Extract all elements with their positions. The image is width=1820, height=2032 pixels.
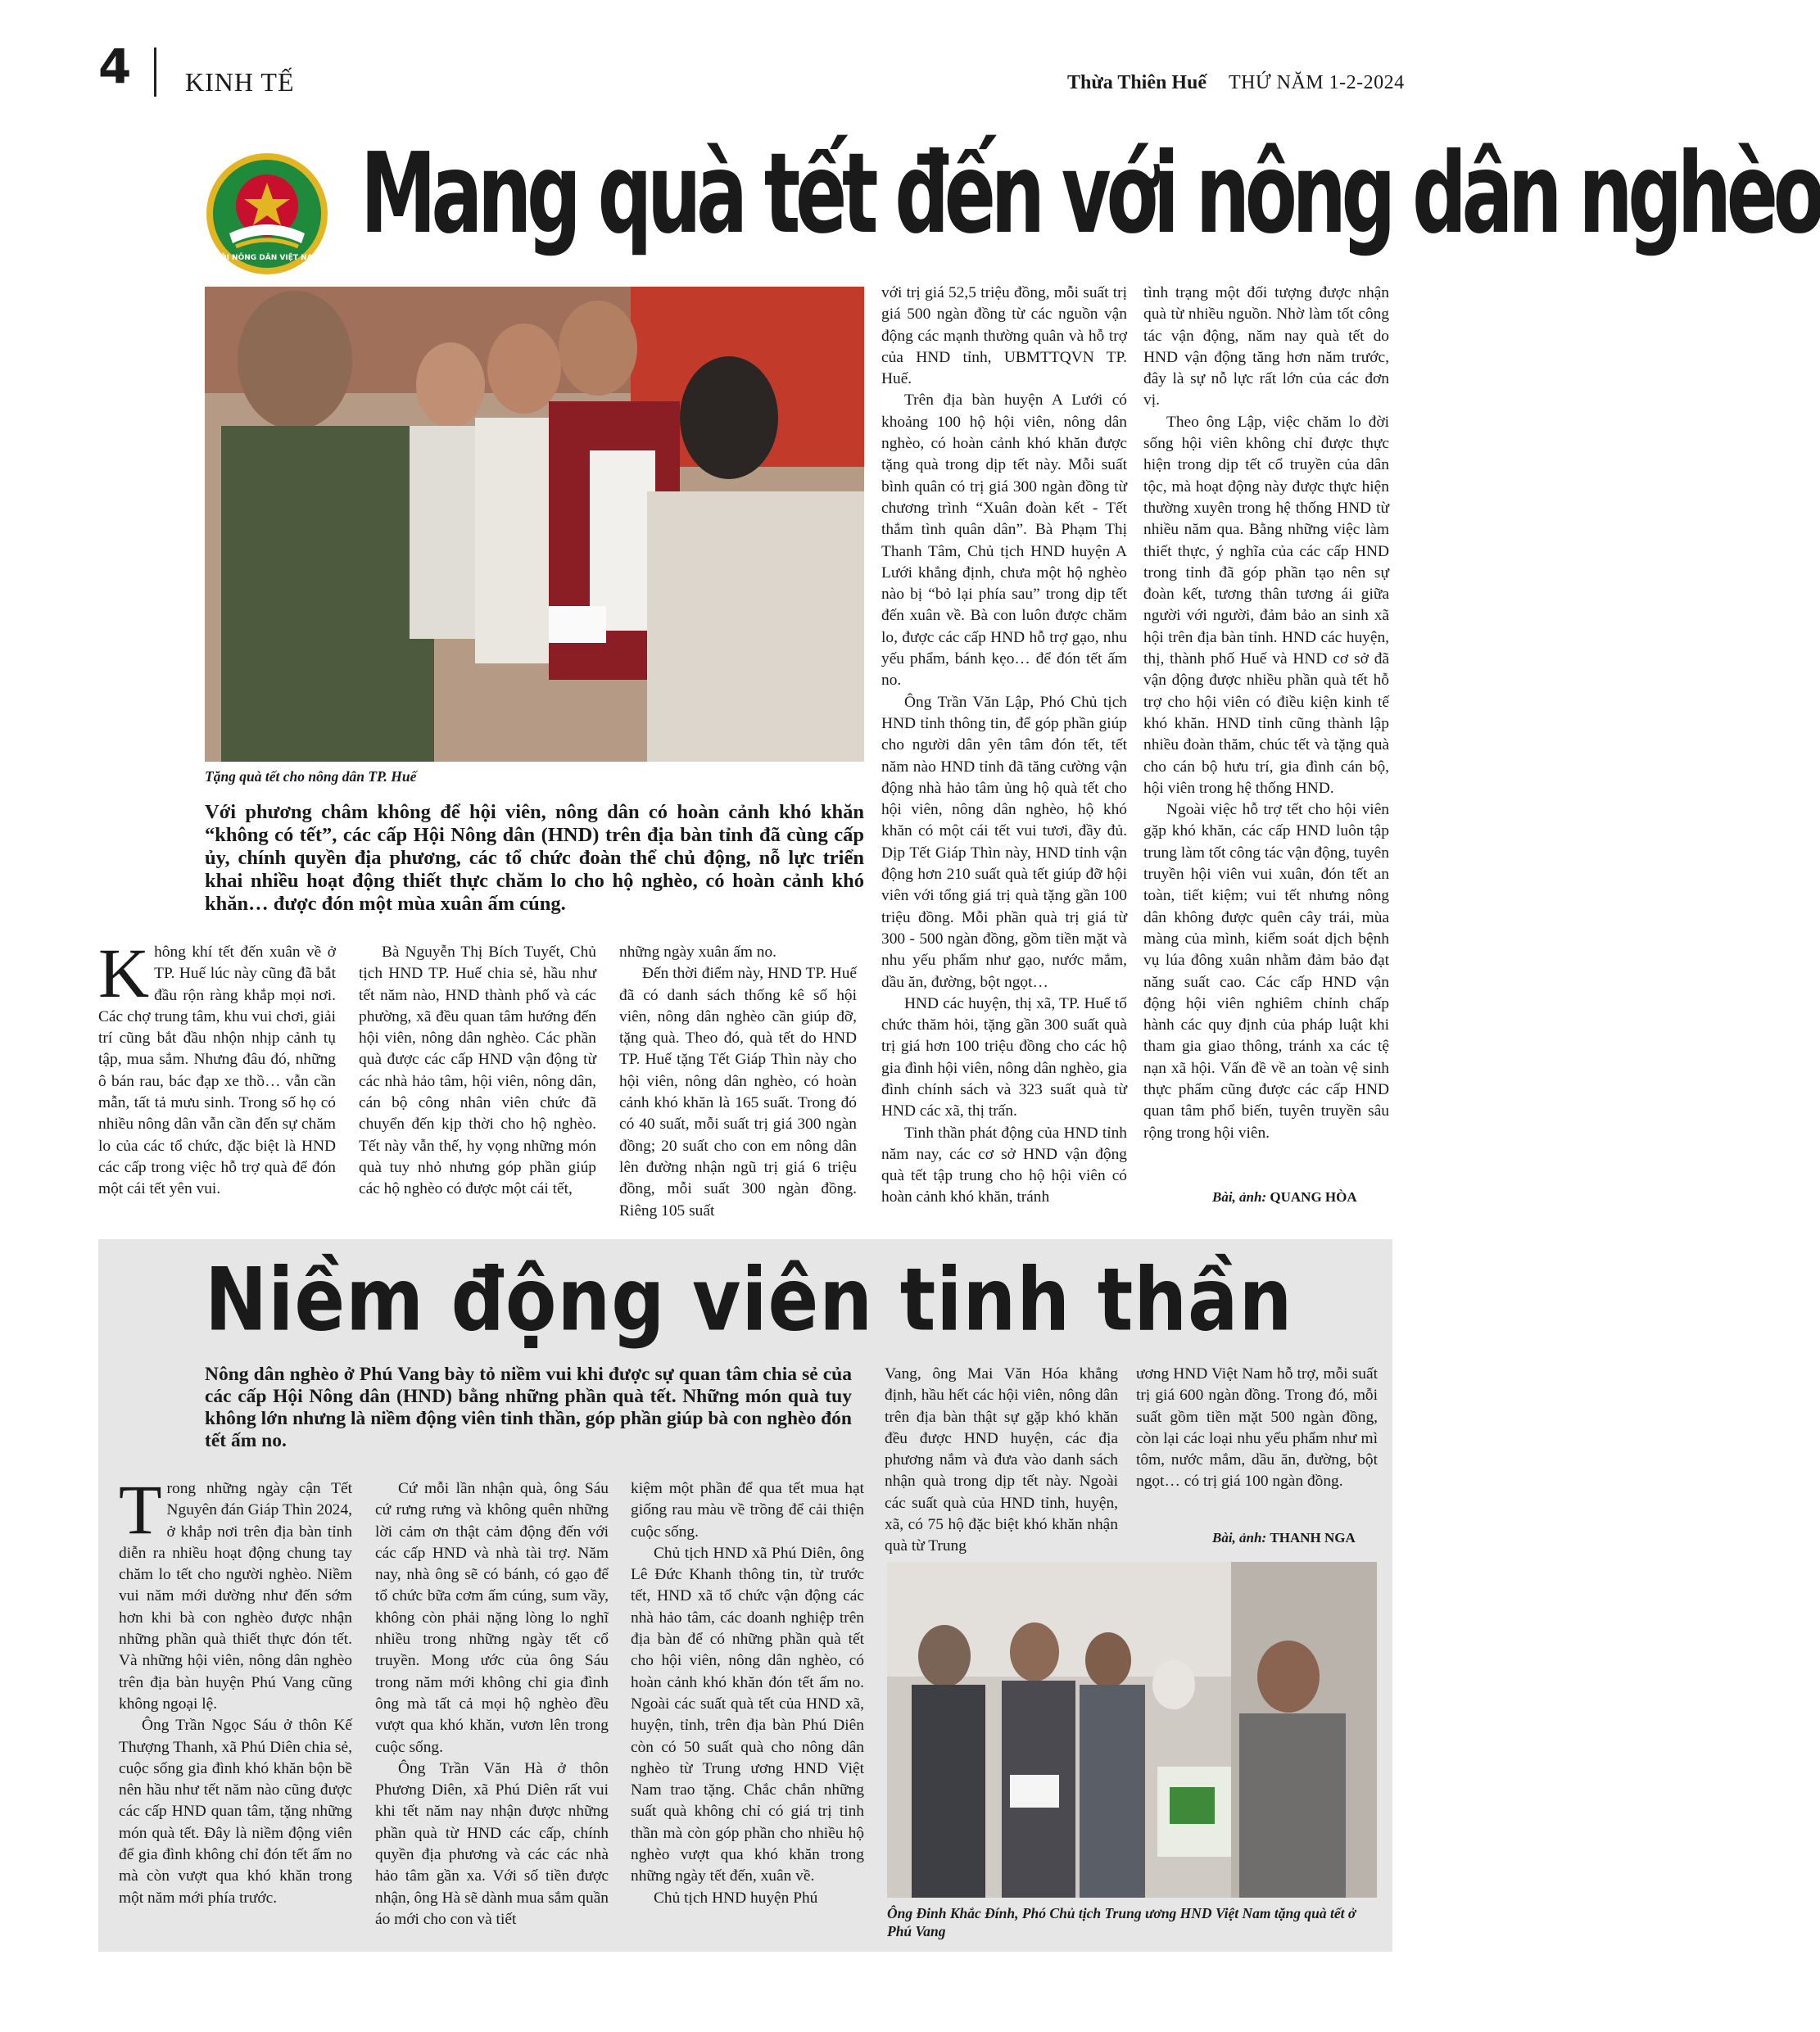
article2-col3b-text: Chủ tịch HND xã Phú Diên, ông Lê Đức Khanh thông tin, từ trước tết, HND xã tổ chức vận động các nhà hảo tâm, các doanh nghiệp trên địa bàn để có những phần quà tết cho hội viên, nông dân nghèo, có hoàn cảnh khó khăn đón tết ấm no. Ngoài các suất quà tết của HND xã, huyện, tỉnh, trên địa bàn Phú Diên còn có 50 suất quà cho nông dân nghèo từ Trung ương HND Việt Nam trao tặng. Chắc chắn những suất quà không chỉ có giá trị tinh thần mà còn góp phần cho nhiều hộ nghèo vượt qua khó khăn trong những ngày tết đến, xuân về. <box>631 1544 864 1885</box>
section-title: KINH TẾ <box>185 67 295 97</box>
article1-byline <box>1212 1189 1357 1206</box>
farmers-union-logo <box>205 152 329 276</box>
article1-col5a-text: tình trạng một đối tượng được nhận quà từ nhiều nguồn. Nhờ làm tốt công tác vận động, năm nay quà tết do HND vận động tăng hơn năm trước, đây là sự nỗ lực rất lớn của các đơn vị. <box>1143 284 1389 410</box>
article2-col2b-text: Ông Trần Văn Hà ở thôn Phương Diên, xã Phú Diên rất vui khi tết năm nay nhận được những phần quà từ HND các cấp, chính quyền địa phương và các các nhà hảo tâm gần xa. Với số tiền được nhận, ông Hà sẽ dành mua sắm quần áo mới cho con và tiết <box>375 1759 609 1928</box>
article2-headline: Niềm động viên tinh thần <box>205 1250 1293 1351</box>
article2-photo-caption: Ông Đinh Khắc Đính, Phó Chủ tịch Trung ương HND Việt Nam tặng quà tết ở Phú Vang <box>887 1905 1356 1939</box>
article1-dropcap: K <box>98 934 150 1012</box>
article2-col4-text: Vang, ông Mai Văn Hóa khẳng định, hầu hết các hội viên, nông dân trên địa bàn thật sự gặp khó khăn đều được HND huyện, các địa phương nắm và đưa vào danh sách nhận quà trong dịp tết này. Ngoài các suất quà của HND tỉnh, huyện, xã, có 75 hộ đặc biệt khó khăn nhận quà từ Trung <box>885 1365 1118 1555</box>
article1-headline: Mang quà tết đến với nông dân nghèo <box>360 128 1820 259</box>
page-number: 4 <box>98 38 132 94</box>
article2-column-5 <box>1136 1364 1378 1493</box>
article2-column-3 <box>631 1478 864 1909</box>
article1-col2-text: Bà Nguyễn Thị Bích Tuyết, Chủ tịch HND TP. Huế chia sẻ, hầu như tết năm nào, HND thành phố và các phường, xã đều quan tâm hướng đến hội viên, nông dân nghèo. Các phần quà được các cấp HND vận động từ các nhà hảo tâm, hội viên, nông dân, cán bộ công nhân viên chức đã chuyển đến kịp thời cho hộ nghèo. Tết này vẫn thế, hy vọng những món quà tuy nhỏ nhưng góp phần giúp các hộ nghèo có được một cái tết, <box>359 944 596 1198</box>
article1-byline-label: Bài, ảnh: <box>1212 1189 1267 1205</box>
header-divider <box>154 48 156 97</box>
article1-column-5 <box>1143 283 1389 1144</box>
article2-column-1 <box>119 1470 352 1909</box>
article2-lead: Nông dân nghèo ở Phú Vang bày tỏ niềm vui khi được sự quan tâm chia sẻ của các cấp Hội Nông dân (HND) bằng những phần quà tết. Những món quà tuy không lớn nhưng là niềm động viên tinh thần, góp phần giúp bà con nghèo đón tết ấm no. <box>205 1364 852 1451</box>
article1-col4e-text: Tinh thần phát động của HND tỉnh năm nay, các cơ sở HND vận động quà tết tập trung cho hộ hội viên có hoàn cảnh khó khăn, tránh <box>881 1124 1127 1206</box>
article2-dropcap: T <box>119 1470 162 1549</box>
article1-col4b-text: Trên địa bàn huyện A Lưới có khoảng 100 hộ hội viên, nông dân nghèo, có hoàn cảnh khó khăn được tặng quà trong dịp tết này. Mỗi suất bình quân có trị giá 300 ngàn đồng từ chương trình “Xuân đoàn kết - Tết thắm tình quân dân”. Bà Phạm Thị Thanh Tâm, Chủ tịch HND huyện A Lưới khẳng định, chưa một hộ nghèo nào bị “bỏ lại phía sau” trong dịp tết đến xuân về. Bà con luôn được chăm lo, được các cấp HND hỗ trợ gạo, nhu yếu phẩm, bánh kẹo… để đón tết ấm no. <box>881 391 1127 690</box>
newspaper-name: Thừa Thiên Huế <box>1067 72 1207 93</box>
article2-col3c-text: Chủ tịch HND huyện Phú <box>654 1889 818 1907</box>
article1-byline-name: QUANG HÒA <box>1270 1189 1357 1205</box>
article1-col4a-text: với trị giá 52,5 triệu đồng, mỗi suất trị giá 500 ngàn đồng từ các nguồn vận động các mạnh thường quân và hỗ trợ của HND tỉnh, UBMTTQVN TP. Huế. <box>881 284 1127 388</box>
article1-column-1 <box>98 934 336 1201</box>
article1-column-4 <box>881 283 1127 1209</box>
photo2-illustration <box>887 1562 1377 1898</box>
article1-col4c-text: Ông Trần Văn Lập, Phó Chủ tịch HND tỉnh thông tin, để góp phần giúp cho người dân yên tâm đón tết, tết năm nào HND tỉnh đã tăng cường vận động nhà hảo tâm ủng hộ quà tết cho hội viên, nông dân nghèo, hộ khó khăn có một cái tết vui tươi, đầy đủ. Dịp Tết Giáp Thìn này, HND tỉnh vận động hơn 210 suất quà tết giúp đỡ hội viên với tổng giá trị quà tặng gần 100 triệu đồng. Mỗi phần quà trị giá từ 300 - 500 ngàn đồng, gồm tiền mặt và nhu yếu phẩm như gạo, nước mắm, dầu ăn, đường, bột ngọt… <box>881 693 1127 991</box>
article2-col1b-text: Ông Trần Ngọc Sáu ở thôn Kế Thượng Thanh, xã Phú Diên chia sẻ, cuộc sống gia đình khó khăn bộn bề nên hầu như tết năm nào cũng được các cấp HND quan tâm, tặng những món quà tết. Đây là niềm động viên để gia đình không chỉ đón tết ấm no mà còn vượt qua khó khăn trong một năm mới phía trước. <box>119 1717 352 1907</box>
article2-column-2 <box>375 1478 609 1930</box>
article2-col3a-text: kiệm một phần để qua tết mua hạt giống rau màu về trồng để cải thiện cuộc sống. <box>631 1480 864 1541</box>
article2-byline-name: THANH NGA <box>1270 1530 1356 1545</box>
article1-col3b-text: Đến thời điểm này, HND TP. Huế đã có danh sách thống kê số hội viên, nông dân nghèo cần giúp đỡ, tặng quà. Theo đó, quà tết do HND TP. Huế tặng Tết Giáp Thìn này cho hội viên, nông dân nghèo, có hoàn cảnh khó khăn là 165 suất. Trong đó có 40 suất, mỗi suất trị giá 300 ngàn đồng; 20 suất cho con em nông dân lên đường nhận ngũ trị giá 6 triệu đồng, mỗi suất 300 ngàn đồng. Riêng 105 suất <box>619 965 857 1220</box>
article2-column-4 <box>885 1364 1118 1558</box>
photo1-illustration <box>205 287 864 762</box>
article1-column-2 <box>359 942 596 1201</box>
issue-date: THỨ NĂM 1-2-2024 <box>1229 72 1405 93</box>
article2-col2a-text: Cứ mỗi lần nhận quà, ông Sáu cứ rưng rưng và không quên những lời cảm ơn thật cảm động đến với các cấp HND và nhà tài trợ. Năm nay, nhà ông sẽ có bánh, có gạo để tổ chức bữa cơm ấm cúng, sum vầy, không còn phải nặng lòng lo nghĩ nhiều trong những ngày tết cổ truyền. Mong ước của ông Sáu trong năm mới không chỉ gia đình ông mà tất cả mọi hộ nghèo đều vượt qua khó khăn, vươn lên trong cuộc sống. <box>375 1480 609 1756</box>
article2-byline-label: Bài, ảnh: <box>1212 1530 1267 1545</box>
logo-text: HỘI NÔNG DÂN VIỆT NAM <box>214 254 320 262</box>
article2-col5-text: ương HND Việt Nam hỗ trợ, mỗi suất trị giá 600 ngàn đồng. Trong đó, mỗi suất gồm tiền mặt 500 ngàn đồng, còn lại các loại nhu yếu phẩm như mì tôm, nước mắm, dầu ăn, đường, bột ngọt… có trị giá 100 ngàn đồng. <box>1136 1365 1378 1491</box>
article1-col5c-text: Ngoài việc hỗ trợ tết cho hội viên gặp khó khăn, các cấp HND luôn tập trung làm tốt công tác vận động, tuyên truyền hội viên vui xuân, đón tết an toàn, tiết kiệm; vui tết nhưng nông dân không được quên cây trái, mùa màng của mình, kiểm soát dịch bệnh vụ lúa đông xuân nhằm đảm bảo đạt năng suất cao. Các cấp HND vận động hội viên nghiêm chỉnh chấp hành các quy định của pháp luật khi tham gia giao thông, tránh xa các tệ nạn xã hội. Vấn đề về an toàn vệ sinh thực phẩm cũng được các cấp HND quan tâm phổ biến, tuyên truyền sâu rộng trong hội viên. <box>1143 801 1389 1142</box>
article1-col3a-text: những ngày xuân ấm no. <box>619 944 776 961</box>
article1-photo <box>205 287 864 762</box>
article2-byline <box>1212 1530 1356 1546</box>
article1-col4d-text: HND các huyện, thị xã, TP. Huế tổ chức thăm hỏi, tặng gần 300 suất quà trị giá hơn 100 triệu đồng cho các hộ gia đình hội viên, nông dân nghèo, gia đình chính sách và 323 suất quà từ HND các xã, thị trấn. <box>881 994 1127 1120</box>
article1-col1-text: hông khí tết đến xuân về ở TP. Huế lúc này cũng đã bắt đầu rộn ràng khắp mọi nơi. Các chợ trung tâm, khu vui chơi, giải trí cũng bắt đầu nhộn nhịp cảnh tụ tập, mua sắm. Nhưng đâu đó, những ô bán rau, bác đạp xe thồ… vẫn cần mẫn, tất tả mưu sinh. Trong số họ có nhiều nông dân vẫn cần đến sự chăm lo của các tổ chức, đặc biệt là HND các cấp trong việc hỗ trợ quà để đón một cái tết yên vui. <box>98 944 336 1198</box>
article2-col1a-text: rong những ngày cận Tết Nguyên đán Giáp Thìn 2024, ở khắp nơi trên địa bàn tỉnh diễn ra nhiều hoạt động chung tay chăm lo tết cho người nghèo. Niềm vui năm mới dường như đến sớm hơn khi bà con nghèo được nhận những phần quà thiết thực đón tết. Và những hội viên, nông dân nghèo trên địa bàn huyện Phú Vang cũng không ngoại lệ. <box>119 1480 352 1713</box>
article1-col5b-text: Theo ông Lập, việc chăm lo đời sống hội viên không chỉ được thực hiện trong dịp tết cổ truyền của dân tộc, mà hoạt động này được thực hiện thường xuyên trong hệ thống HND từ nhiều năm qua. Bằng những việc làm thiết thực, ý nghĩa của các cấp HND trong tỉnh đã góp phần tạo nên sự đoàn kết, tương thân tương ái giữa người với người, đảm bảo an sinh xã hội trên địa bàn tỉnh. HND các huyện, thị, thành phố Huế và HND cơ sở đã vận động được nhiều phần quà tết hỗ trợ cho hội viên có điều kiện kinh tế khó khăn. HND tỉnh cũng thành lập nhiều đoàn thăm, chúc tết và tặng quà cho cán bộ hưu trí, gia đình cán bộ, hội viên trong hệ thống HND. <box>1143 413 1389 797</box>
article1-photo-caption: Tặng quà tết cho nông dân TP. Huế <box>205 768 417 785</box>
article1-column-3 <box>619 942 857 1222</box>
article1-lead: Với phương châm không để hội viên, nông dân có hoàn cảnh khó khăn “không có tết”, các cấp Hội Nông dân (HND) trên địa bàn tỉnh đã cùng cấp ủy, chính quyền địa phương, các tổ chức đoàn thể chủ động, nỗ lực triển khai nhiều hoạt động thiết thực chăm lo cho hộ nghèo, có hoàn cảnh khó khăn… được đón một mùa xuân ấm cúng. <box>205 801 864 915</box>
article2-photo <box>887 1562 1377 1898</box>
